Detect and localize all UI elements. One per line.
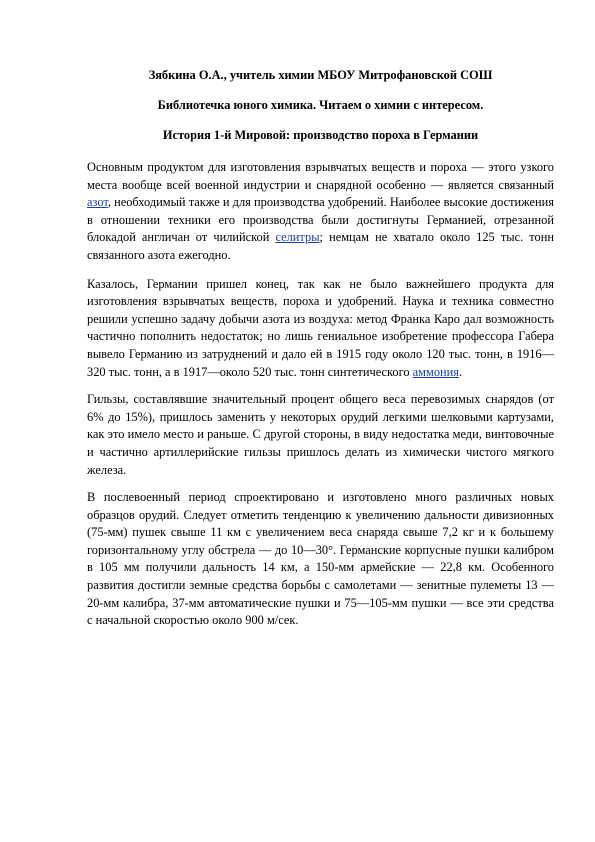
document-title: История 1-й Мировой: производство пороха в Германии	[162, 128, 479, 142]
series-line: Библиотечка юного химика. Читаем о химии с интересом.	[157, 98, 484, 112]
author-line: Зябкина О.А., учитель химии МБОУ Митрофановской СОШ	[148, 68, 493, 82]
document-page	[87, 68, 554, 640]
paragraph-1	[87, 159, 554, 265]
paragraph-1-text-a: Основным продуктом для изготовления взрывчатых веществ и пороха — этого узкого места вообще всей военной индустрии и снарядной особенно — является связанный	[87, 160, 554, 192]
paragraph-3: Гильзы, составлявшие значительный процент общего веса перевозимых снарядов (от 6% до 15%), пришлось заменить у некоторых орудий легкими шелковыми картузами, как это имело место и раньше. С другой стороны, в виду недостатка меди, винтовочные и частично артиллерийские гильзы пришлось делать из химически чистого мягкого железа.	[87, 392, 554, 477]
link-azot[interactable]: азот	[87, 195, 108, 210]
paragraph-1-text-c: ; немцам не хватало около 125 тыс. тонн связанного азота ежегодно.	[87, 230, 554, 262]
paragraph-2-text-a: Казалось, Германии пришел конец, так как не было важнейшего продукта для изготовления взрывчатых веществ, пороха и удобрений. Наука и техника совместно решили успешно задачу добычи азота из воздуха: метод Франка Каро дал возможность частично пополнить недостаток; но лишь гениальное изобретение профессора Габера вывело Германию из затруднений и дало ей в 1915 году около 120 тыс. тонн, в 1916—320 тыс. тонн, а в 1917—около 520 тыс. тонн синтетического	[87, 276, 554, 379]
link-selitra[interactable]: селитры	[275, 230, 320, 245]
paragraph-4: В послевоенный период спроектировано и изготовлено много различных новых образцов орудий. Следует отметить тенденцию к увеличению дальности дивизионных (75-мм) пушек свыше 11 км с увеличением веса снаряда свыше 7,2 кг и к большему горизонтальному углу обстрела — до 10—30°. Германские корпусные пушки калибром в 105 мм получили дальность 14 км, а 150-мм армейские — 22,8 км. Особенного развития достигли земные средства борьбы с самолетами — зенитные пулеметы 13 — 20-мм калибра, 37-мм автоматические пушки и 75—105-мм пушки — все эти средства с начальной скоростью около 900 м/сек.	[87, 490, 554, 628]
paragraph-2-text-b: .	[459, 364, 463, 379]
paragraph-1-text-b: , необходимый также и для производства удобрений. Наиболее высокие достижения в отношении техники его производства были достигнуты Германией, отрезанной блокадой англичан от чилийской	[87, 195, 554, 245]
paragraph-2	[87, 276, 554, 382]
link-ammoniya[interactable]: аммония	[412, 364, 460, 379]
